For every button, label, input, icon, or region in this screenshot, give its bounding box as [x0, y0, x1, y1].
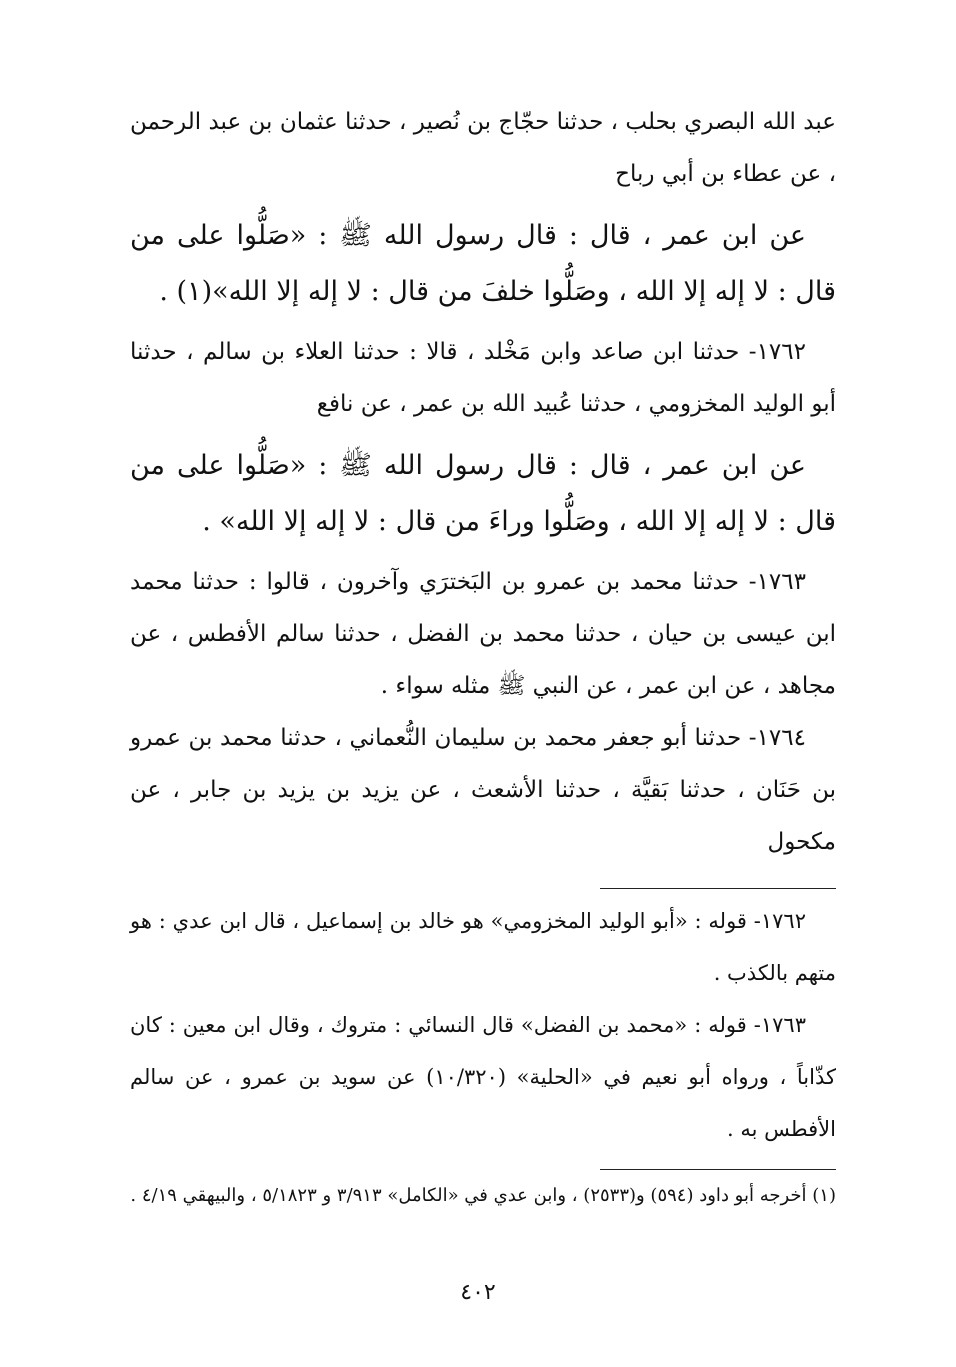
hadith-text: عن ابن عمر ، قال : قال رسول الله ﷺ : «صَلُّوا على من قال : لا إله إلا الله ، وصَلُّوا وراءَ من قال : لا إله إلا الله» . — [130, 450, 836, 537]
footnote-1: (١) أخرجه أبو داود (٥٩٤) و(٢٥٣٣) ، وابن عدي في «الكامل» ٣/٩١٣ و ٥/١٨٢٣ ، والبيهقي ٤/١٩ . — [130, 1185, 836, 1206]
footnote-separator — [600, 1169, 836, 1170]
notes-separator — [600, 888, 836, 889]
note-1762: ١٧٦٢- قوله : «أبو الوليد المخزومي» هو خالد بن إسماعيل ، قال ابن عدي : هو متهم بالكذب . — [130, 909, 836, 985]
isnad-paragraph-1764: ١٧٦٤- حدثنا أبو جعفر محمد بن سليمان النُّعماني ، حدثنا محمد بن عمرو بن حَنَان ، حدثنا بَقيَّة ، حدثنا الأشعث ، عن يزيد بن يزيد بن جابر ، عن مكحول — [130, 725, 836, 855]
page-number: ٤٠٢ — [460, 1280, 496, 1305]
isnad-paragraph: عبد الله البصري بحلب ، حدثنا حجّاج بن نُصير ، حدثنا عثمان بن عبد الرحمن ، عن عطاء بن أبي رباح — [130, 109, 836, 187]
note-1763: ١٧٦٣- قوله : «محمد بن الفضل» قال النسائي : متروك ، وقال ابن معين : كان كذّاباً ، ورواه أبو نعيم في «الحلية» (١٠/٣٢٠) عن سويد بن عمرو ، عن سالم الأفطس به . — [130, 1013, 837, 1141]
isnad-paragraph-1762: ١٧٦٢- حدثنا ابن صاعد وابن مَخْلد ، قالا : حدثنا العلاء بن سالم ، حدثنا أبو الوليد المخزومي ، حدثنا عُبيد الله بن عمر ، عن نافع — [130, 339, 836, 417]
isnad-paragraph-1763: ١٧٦٣- حدثنا محمد بن عمرو بن البَخترَي وآخرون ، قالوا : حدثنا محمد ابن عيسى بن حيان ، حدثنا محمد بن الفضل ، حدثنا سالم الأفطس ، عن مجاهد ، عن ابن عمر ، عن النبي ﷺ مثله سواء . — [130, 569, 836, 699]
hadith-text: عن ابن عمر ، قال : قال رسول الله ﷺ : «صَلُّوا على من قال : لا إله إلا الله ، وصَلُّوا خلفَ من قال : لا إله إلا الله»(١) . — [130, 220, 836, 307]
